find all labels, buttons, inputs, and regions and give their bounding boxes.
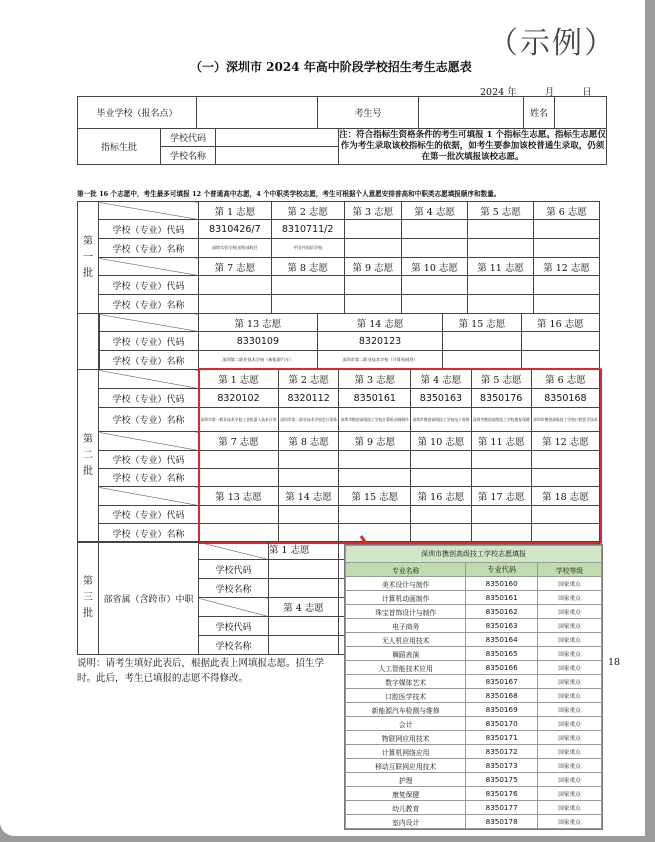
table-row: [346, 605, 602, 619]
col-school-level: 学校等级: [537, 563, 601, 577]
table-row: [346, 591, 602, 605]
b2-h14: 第 14 志愿: [278, 487, 338, 506]
row-label-code: 学校（专业）代码: [99, 451, 199, 469]
b1-h7: 第 7 志愿: [199, 258, 272, 276]
b1-code-14[interactable]: 8320123: [317, 332, 443, 351]
b1-name-3[interactable]: [344, 239, 402, 258]
b2-h1: 第 1 志愿: [199, 370, 279, 389]
b1-name-8[interactable]: [271, 295, 344, 314]
table-row: [346, 689, 602, 703]
b3-h1: 第 1 志愿: [269, 542, 339, 560]
b1-code-11[interactable]: [468, 276, 534, 295]
major-name: 美术设计与制作: [346, 577, 466, 591]
quota-code-field[interactable]: [216, 129, 339, 147]
row-label-name: 学校（专业）名称: [99, 351, 199, 370]
b3-name-label: 学校名称: [199, 636, 269, 655]
b1-code-5[interactable]: [468, 220, 534, 239]
b1-h13: 第 13 志愿: [199, 314, 318, 332]
table-row: [346, 801, 602, 815]
table-row: [346, 759, 602, 773]
b1-name-5[interactable]: [468, 239, 534, 258]
b1-h9: 第 9 志愿: [344, 258, 402, 276]
school-field[interactable]: [197, 97, 318, 129]
school-level: 国家重点: [537, 675, 601, 689]
exam-no-label: 考生号: [318, 97, 419, 129]
b1-h5: 第 5 志愿: [468, 202, 534, 220]
b2-name-1[interactable]: 深圳市第一职业技术学校工业机器人技术应用: [199, 408, 279, 432]
major-name: 口腔医学技术: [346, 689, 466, 703]
b1-name-9[interactable]: [344, 295, 402, 314]
quota-note: 注：符合指标生资格条件的考生可填报 1 个指标生志愿。指标生志愿仅作为考生录取该校指标生的依据，如考生要参加该校普通生录取，仍须在第一批次填报该校志愿。: [339, 129, 607, 165]
quota-table: [77, 128, 607, 165]
school-level: 国家重点: [537, 773, 601, 787]
header-table: [77, 96, 607, 129]
b1-name-13[interactable]: 深圳第二职业技术学校（新能源汽车）: [199, 351, 318, 370]
b1-code-6[interactable]: [534, 220, 600, 239]
major-list-overlay: [344, 544, 603, 830]
b1-h12: 第 12 志愿: [534, 258, 600, 276]
b1-h1: 第 1 志愿: [199, 202, 272, 220]
b2-h16: 第 16 志愿: [411, 487, 471, 506]
table-row: [346, 675, 602, 689]
table-row: [346, 703, 602, 717]
major-code: 8350165: [466, 647, 538, 661]
date-day: 日: [582, 87, 592, 98]
b1-h3: 第 3 志愿: [344, 202, 402, 220]
quota-label: 指标生批: [78, 129, 161, 165]
b2-name-4[interactable]: 深圳市携创高级技工学校电子商务: [411, 408, 471, 432]
b1-code-15[interactable]: [443, 332, 521, 351]
batch3-category: 部省属（含跨市）中职: [99, 542, 199, 655]
b1-h16: 第 16 志愿: [521, 314, 599, 332]
b2-h11: 第 11 志愿: [471, 432, 531, 451]
b2-h9: 第 9 志愿: [339, 432, 411, 451]
batch1-side-ext: [77, 313, 100, 370]
b2-code-4[interactable]: 8350163: [411, 389, 471, 408]
b1-name-11[interactable]: [468, 295, 534, 314]
b1-h10: 第 10 志愿: [402, 258, 468, 276]
b1-code-12[interactable]: [534, 276, 600, 295]
b1-h11: 第 11 志愿: [468, 258, 534, 276]
diag-cell: [199, 598, 269, 617]
major-code: 8350172: [466, 745, 538, 759]
school-level: 国家重点: [537, 647, 601, 661]
b2-h10: 第 10 志愿: [411, 432, 471, 451]
b1-h6: 第 6 志愿: [534, 202, 600, 220]
b1-code-2[interactable]: 8310711/2: [271, 220, 344, 239]
batch1-side-label: 第 一 批: [78, 202, 99, 314]
major-name: 电子商务: [346, 619, 466, 633]
table-row: [346, 745, 602, 759]
b3-name-label: 学校名称: [199, 579, 269, 598]
b1-h4: 第 4 志愿: [402, 202, 468, 220]
school-level: 国家重点: [537, 703, 601, 717]
school-level: 国家重点: [537, 689, 601, 703]
col-major-code: 专业代码: [466, 563, 538, 577]
b3-code-4[interactable]: [269, 617, 339, 636]
b2-h17: 第 17 志愿: [471, 487, 531, 506]
major-code: 8350173: [466, 759, 538, 773]
school-level: 国家重点: [537, 759, 601, 773]
b2-h7: 第 7 志愿: [199, 432, 279, 451]
school-level: 国家重点: [537, 619, 601, 633]
row-label-code: 学校（专业）代码: [99, 220, 199, 239]
major-name: 计算机动画制作: [346, 591, 466, 605]
table-row: [346, 815, 602, 829]
major-name: 移动互联网应用技术: [346, 759, 466, 773]
b1-name-4[interactable]: [402, 239, 468, 258]
b2-code-3[interactable]: 8350161: [339, 389, 411, 408]
b2-h2: 第 2 志愿: [278, 370, 338, 389]
b1-code-4[interactable]: [402, 220, 468, 239]
school-level: 国家重点: [537, 787, 601, 801]
b1-h14: 第 14 志愿: [317, 314, 443, 332]
major-code: 8350164: [466, 633, 538, 647]
major-name: 舞蹈表演: [346, 647, 466, 661]
b3-h4: 第 4 志愿: [269, 598, 339, 617]
overlay-title: 深圳市携创高级技工学校志愿填报: [346, 546, 602, 563]
b1-name-16[interactable]: [521, 351, 599, 370]
school-level: 国家重点: [537, 815, 601, 829]
major-code: 8350176: [466, 787, 538, 801]
row-label-code: 学校（专业）代码: [99, 389, 199, 408]
b1-code-10[interactable]: [402, 276, 468, 295]
school-level: 国家重点: [537, 745, 601, 759]
row-label-code: 学校（专业）代码: [99, 332, 199, 351]
major-code: 8350168: [466, 689, 538, 703]
row-label-name: 学校（专业）名称: [99, 239, 199, 258]
row-label-name: 学校（专业）名称: [99, 524, 199, 543]
page-fragment: 18: [608, 657, 621, 668]
table-row: [346, 647, 602, 661]
b1-h15: 第 15 志愿: [443, 314, 521, 332]
b2-h15: 第 15 志愿: [339, 487, 411, 506]
major-code: 8350169: [466, 703, 538, 717]
col-major-name: 专业名称: [346, 563, 466, 577]
batch1-table: [77, 201, 600, 314]
major-name: 护理: [346, 773, 466, 787]
b1-code-3[interactable]: [344, 220, 402, 239]
major-code: 8350161: [466, 591, 538, 605]
school-level: 国家重点: [537, 661, 601, 675]
b3-name-4[interactable]: [269, 636, 339, 655]
major-code: 8350163: [466, 619, 538, 633]
b1-h8: 第 8 志愿: [271, 258, 344, 276]
major-code: 8350166: [466, 661, 538, 675]
b2-name-2[interactable]: 深圳市第二职业技术学校会计事务: [278, 408, 338, 432]
b2-h8: 第 8 志愿: [278, 432, 338, 451]
quota-name-label: 学校名称: [161, 147, 216, 165]
b1-name-6[interactable]: [534, 239, 600, 258]
b1-code-9[interactable]: [344, 276, 402, 295]
b2-h6: 第 6 志愿: [531, 370, 599, 389]
b2-h4: 第 4 志愿: [411, 370, 471, 389]
row-label-name: 学校（专业）名称: [99, 408, 199, 432]
school-level: 国家重点: [537, 605, 601, 619]
table-row: [346, 619, 602, 633]
diag-cell: [99, 258, 199, 276]
b1-code-8[interactable]: [271, 276, 344, 295]
table-row: [346, 787, 602, 801]
school-level: 国家重点: [537, 801, 601, 815]
b3-code-label: 学校代码: [199, 617, 269, 636]
major-name: 康复保健: [346, 787, 466, 801]
b2-code-5[interactable]: 8350176: [471, 389, 531, 408]
b2-h12: 第 12 志愿: [531, 432, 599, 451]
major-name: 无人机应用技术: [346, 633, 466, 647]
major-code: 8350162: [466, 605, 538, 619]
footer-line-1: 说明：请考生填好此表后，根据此表上网填报志愿。招生学: [77, 658, 325, 669]
major-name: 会计: [346, 717, 466, 731]
major-code: 8350175: [466, 773, 538, 787]
major-code: 8350170: [466, 717, 538, 731]
batch-note: 第一批 16 个志愿中，考生最多可填报 12 个普通高中志愿，4 个中职类学校志愿，考生可根据个人意愿安排普高和中职类志愿填报顺序和数量。: [77, 190, 501, 198]
major-name: 物联网应用技术: [346, 731, 466, 745]
school-level: 国家重点: [537, 717, 601, 731]
b2-h13: 第 13 志愿: [199, 487, 279, 506]
major-name: 珠宝首饰设计与制作: [346, 605, 466, 619]
major-name: 室内设计: [346, 815, 466, 829]
b2-name-6[interactable]: 深圳市携创高级技工学校口腔医学技术: [531, 408, 599, 432]
school-level: 国家重点: [537, 633, 601, 647]
row-label-name: 学校（专业）名称: [99, 469, 199, 487]
major-code: 8350178: [466, 815, 538, 829]
name-field[interactable]: [555, 97, 607, 129]
table-row: [346, 661, 602, 675]
batch3-side-label: 第 三 批: [78, 542, 99, 655]
school-level: 国家重点: [537, 731, 601, 745]
major-code: 8350160: [466, 577, 538, 591]
b3-code-label: 学校代码: [199, 560, 269, 579]
b1-h2: 第 2 志愿: [271, 202, 344, 220]
b3-name-1[interactable]: [269, 579, 339, 598]
row-label-code: 学校（专业）代码: [99, 506, 199, 524]
school-label: 毕业学校（报名点）: [78, 97, 197, 129]
school-level: 国家重点: [537, 577, 601, 591]
row-label-name: 学校（专业）名称: [99, 295, 199, 314]
page-title: （一）深圳市 2024 年高中阶段学校招生考生志愿表: [190, 60, 472, 74]
row-label-code: 学校（专业）代码: [99, 276, 199, 295]
b2-name-3[interactable]: 深圳市携创高级技工学校计算机动画制作: [339, 408, 411, 432]
b1-name-1[interactable]: 深圳实验学校光明部校区: [199, 239, 272, 258]
major-name: 幼儿教育: [346, 801, 466, 815]
b1-code-13[interactable]: 8330109: [199, 332, 318, 351]
quota-name-field[interactable]: [216, 147, 339, 165]
b1-name-15[interactable]: [443, 351, 521, 370]
diag-cell: [199, 542, 269, 560]
major-name: 数字媒体艺术: [346, 675, 466, 689]
b2-code-6[interactable]: 8350168: [531, 389, 599, 408]
major-code: 8350177: [466, 801, 538, 815]
b1-code-16[interactable]: [521, 332, 599, 351]
date-year: 2024 年: [480, 87, 517, 98]
batch1-group3-table: [98, 313, 600, 370]
b1-name-12[interactable]: [534, 295, 600, 314]
b1-code-7[interactable]: [199, 276, 272, 295]
table-row: [346, 633, 602, 647]
name-label: 姓名: [524, 97, 555, 129]
b1-name-2[interactable]: 平冈外国语学校: [271, 239, 344, 258]
batch2-side-label: 第 二 批: [78, 370, 99, 543]
major-name: 计算机网络应用: [346, 745, 466, 759]
b2-code-2[interactable]: 8320112: [278, 389, 338, 408]
diag-cell: [99, 314, 199, 332]
footer-line-2: 时。此后，考生已填报的志愿不得修改。: [77, 673, 249, 684]
b2-name-5[interactable]: 深圳市携创高级技工学校康复保健: [471, 408, 531, 432]
school-level: 国家重点: [537, 591, 601, 605]
b1-name-7[interactable]: [199, 295, 272, 314]
b3-code-1[interactable]: [269, 560, 339, 579]
major-code: 8350171: [466, 731, 538, 745]
footer-note: [77, 656, 347, 686]
b1-name-10[interactable]: [402, 295, 468, 314]
diag-cell: [99, 432, 199, 451]
b2-h3: 第 3 志愿: [339, 370, 411, 389]
b1-name-14[interactable]: 深圳市第二职业技术学校（计算机网络）: [317, 351, 443, 370]
diag-cell: [99, 202, 199, 220]
sample-stamp: （示例）: [488, 26, 616, 61]
highlight-box: [198, 368, 602, 544]
major-code: 8350167: [466, 675, 538, 689]
b2-h18: 第 18 志愿: [531, 487, 599, 506]
exam-no-field[interactable]: [419, 97, 524, 129]
diag-cell: [99, 370, 199, 389]
table-row: [346, 717, 602, 731]
b2-h5: 第 5 志愿: [471, 370, 531, 389]
table-row: [346, 773, 602, 787]
b2-code-1[interactable]: 8320102: [199, 389, 279, 408]
major-name: 人工智能技术应用: [346, 661, 466, 675]
quota-code-label: 学校代码: [161, 129, 216, 147]
table-row: [346, 577, 602, 591]
date-month: 月: [544, 87, 555, 98]
diag-cell: [99, 487, 199, 506]
b1-code-1[interactable]: 8310426/7: [199, 220, 272, 239]
table-row: [346, 731, 602, 745]
major-name: 新能源汽车检测与维修: [346, 703, 466, 717]
